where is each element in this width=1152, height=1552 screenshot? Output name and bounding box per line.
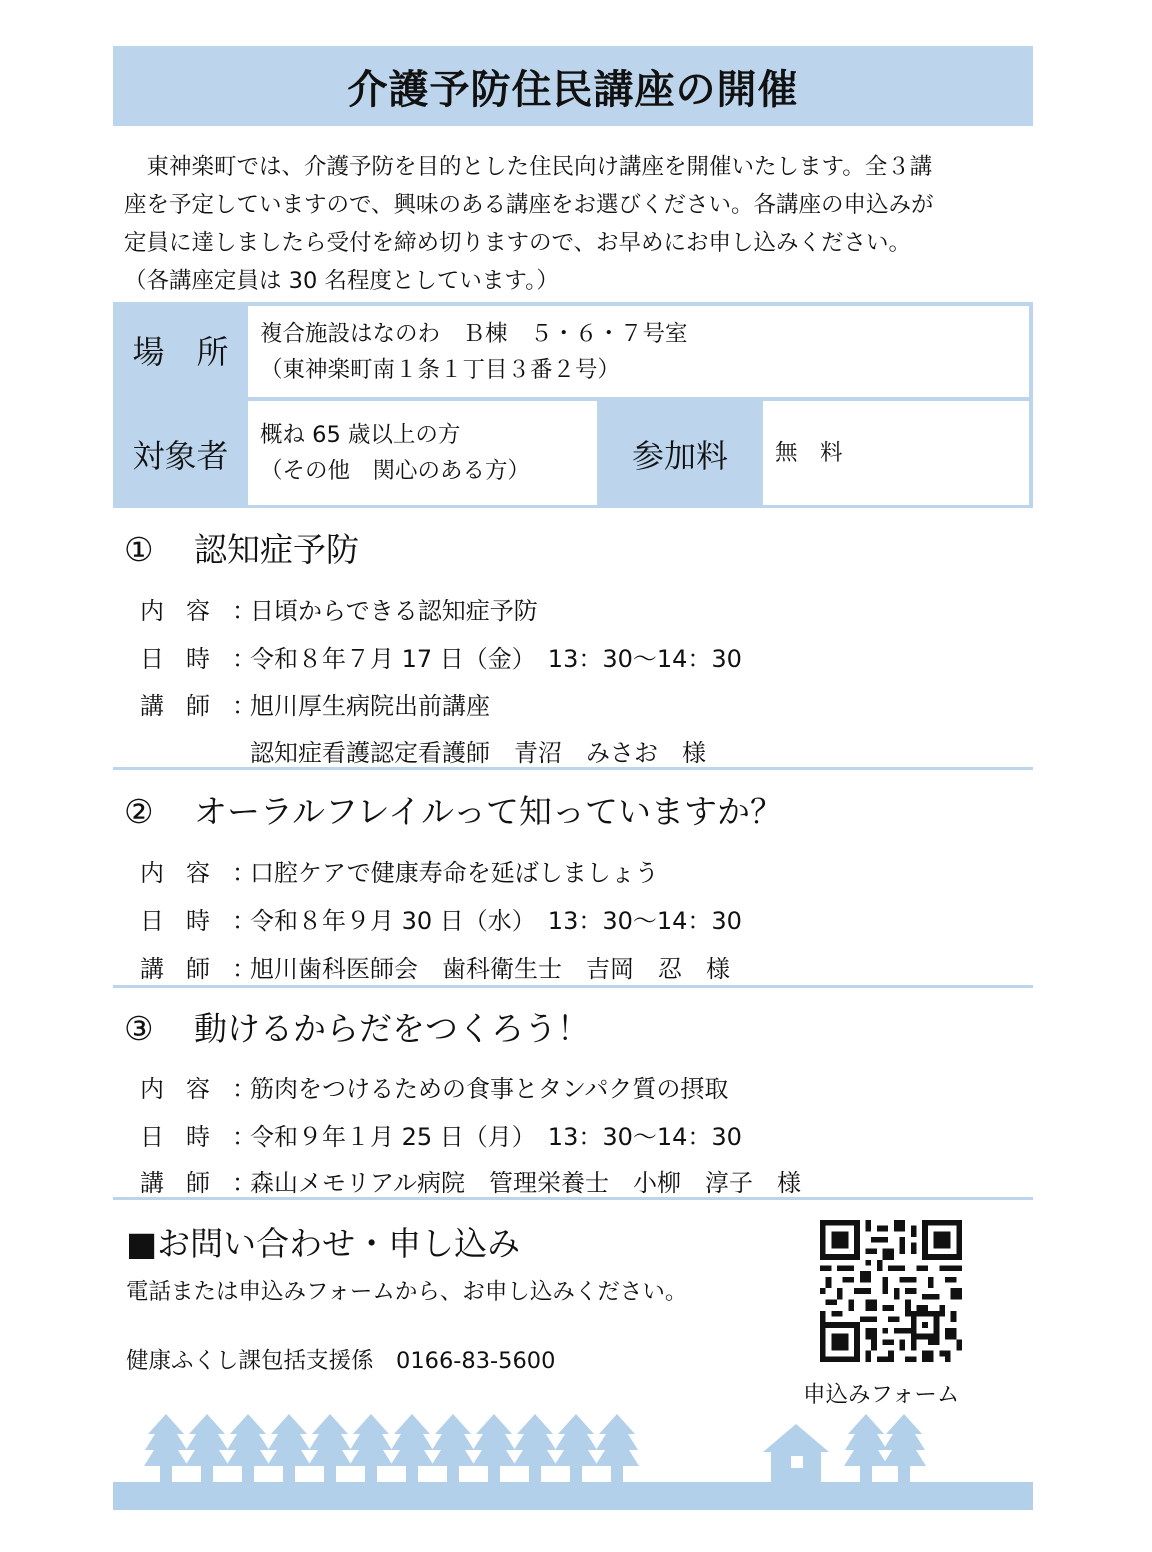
lecturer-key: 講師： bbox=[140, 692, 278, 720]
content-key: 内容： bbox=[140, 597, 278, 625]
course-2-heading bbox=[124, 786, 783, 833]
course-content: 口腔ケアで健康寿命を延ばしましょう bbox=[250, 859, 659, 887]
datetime-key: 日時： bbox=[140, 1123, 278, 1151]
course-datetime: 令和９年１月 25 日（月） 13：30〜14：30 bbox=[250, 1123, 742, 1151]
decorative-trees-scene bbox=[113, 1408, 1033, 1512]
title-banner bbox=[113, 46, 1033, 126]
contact-instructions: 電話または申込みフォームから、お申し込みください。 bbox=[126, 1279, 688, 1305]
ground-strip bbox=[113, 1482, 1033, 1510]
intro-line: 定員に達しましたら受付を締め切りますので、お早めにお申し込みください。 bbox=[124, 230, 912, 256]
place-address: （東神楽町南１条１丁目３番２号） bbox=[260, 357, 621, 383]
course-number: ① bbox=[124, 530, 154, 569]
lecturer-key: 講師： bbox=[140, 955, 278, 983]
target-label: 対象者 bbox=[132, 437, 229, 475]
course-content: 筋肉をつけるための食事とタンパク質の摂取 bbox=[250, 1075, 729, 1103]
fee-value: 無 料 bbox=[775, 440, 843, 466]
intro-text bbox=[124, 148, 1029, 300]
datetime-key: 日時： bbox=[140, 907, 278, 935]
course-number: ② bbox=[124, 792, 154, 831]
course-1-lecturer-detail: 認知症看護認定看護師 青沼 みさお 様 bbox=[250, 739, 706, 767]
place-name: 複合施設はなのわ Ｂ棟 ５・６・７号室 bbox=[260, 321, 688, 347]
intro-line: 座を予定していますので、興味のある講座をお選びください。各講座の申込みが bbox=[124, 192, 934, 218]
target-primary: 概ね 65 歳以上の方 bbox=[260, 422, 461, 448]
course-title: 動けるからだをつくろう！ bbox=[194, 1009, 590, 1048]
course-3-heading bbox=[124, 1003, 590, 1050]
section-divider bbox=[113, 1197, 1033, 1200]
course-datetime: 令和８年７月 17 日（金） 13：30〜14：30 bbox=[250, 645, 742, 673]
section-divider bbox=[113, 767, 1033, 770]
course-2-lecturer-row bbox=[140, 949, 730, 984]
fee-label: 参加料 bbox=[631, 437, 728, 475]
target-cell bbox=[248, 401, 597, 505]
course-title: 認知症予防 bbox=[194, 530, 359, 569]
course-lecturer: 旭川厚生病院出前講座 bbox=[250, 692, 490, 720]
course-2-content-row bbox=[140, 853, 659, 888]
section-divider bbox=[113, 985, 1033, 988]
course-lecturer: 森山メモリアル病院 管理栄養士 小柳 淳子 様 bbox=[250, 1169, 802, 1197]
fee-cell bbox=[763, 401, 1029, 505]
course-1-lecturer-row bbox=[140, 686, 490, 721]
intro-line: （各講座定員は 30 名程度としています。） bbox=[124, 268, 559, 294]
datetime-key: 日時： bbox=[140, 645, 278, 673]
course-3-datetime-row bbox=[140, 1117, 742, 1152]
course-content: 日頃からできる認知症予防 bbox=[250, 597, 538, 625]
course-datetime: 令和８年９月 30 日（水） 13：30〜14：30 bbox=[250, 907, 742, 935]
course-title: オーラルフレイルって知っていますか？ bbox=[194, 792, 784, 831]
content-key: 内容： bbox=[140, 1075, 278, 1103]
course-3-lecturer-row bbox=[140, 1163, 801, 1198]
course-1-heading bbox=[124, 524, 359, 571]
contact-heading: ■お問い合わせ・申し込み bbox=[126, 1224, 521, 1263]
course-1-datetime-row bbox=[140, 639, 742, 674]
content-key: 内容： bbox=[140, 859, 278, 887]
course-3-content-row bbox=[140, 1069, 728, 1104]
course-2-datetime-row bbox=[140, 901, 742, 936]
intro-line: 東神楽町では、介護予防を目的とした住民向け講座を開催いたします。全３講 bbox=[124, 154, 933, 180]
course-number: ③ bbox=[124, 1009, 154, 1048]
house-icon bbox=[763, 1424, 829, 1482]
info-table bbox=[113, 302, 1033, 508]
qr-code[interactable] bbox=[820, 1220, 962, 1362]
qr-label: 申込みフォーム bbox=[803, 1382, 960, 1408]
place-cell bbox=[248, 306, 1029, 397]
course-lecturer: 旭川歯科医師会 歯科衛生士 吉岡 忍 様 bbox=[250, 955, 730, 983]
target-secondary: （その他 関心のある方） bbox=[260, 458, 531, 484]
lecturer-key: 講師： bbox=[140, 1169, 278, 1197]
contact-phone: 健康ふくし課包括支援係 0166-83-5600 bbox=[126, 1348, 556, 1374]
course-1-content-row bbox=[140, 591, 538, 626]
place-label: 場 所 bbox=[132, 333, 229, 371]
page-title: 介護予防住民講座の開催 bbox=[347, 66, 799, 113]
